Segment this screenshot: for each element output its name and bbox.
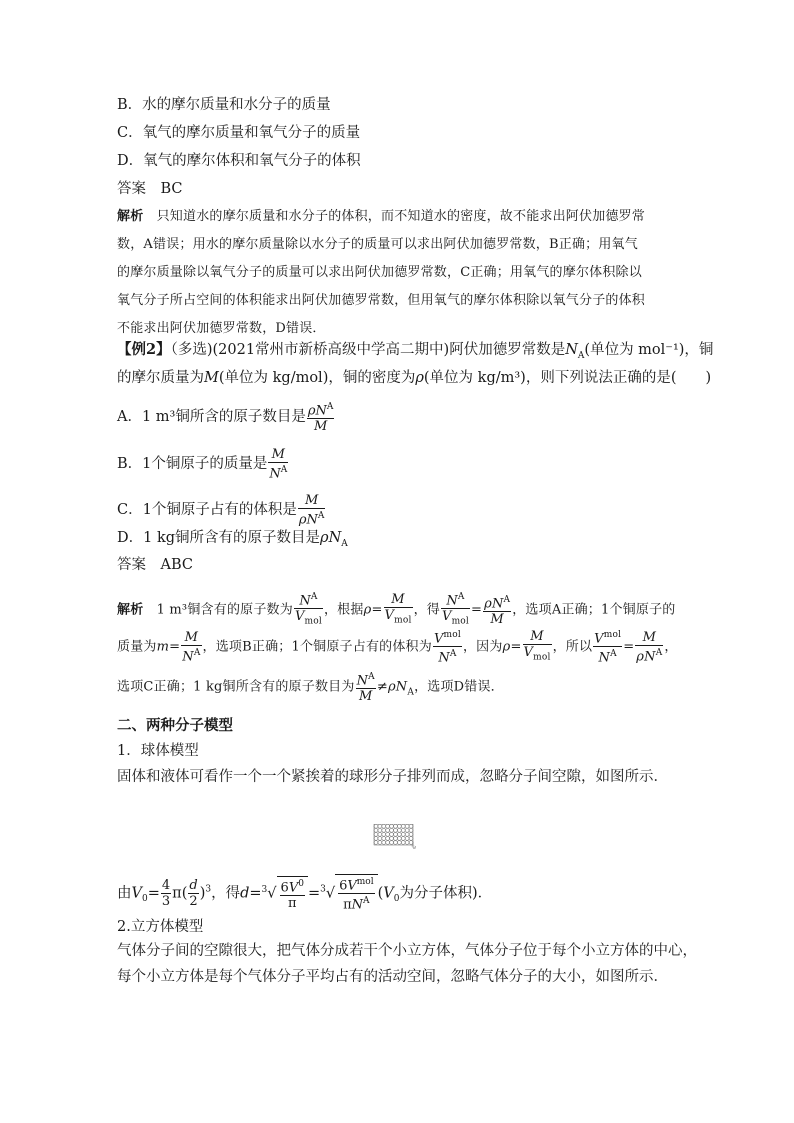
model-1-formula: 由$V_0=$ $\frac{4}{3}$ π( $\frac{d}{2}$ )$^3$，得d=$^3$√ $\frac{6V^0}{\pi}$ =$^3$√ $\frac{6V^{mol}}{\pi N^A}$ ($V_0$为分子体积)． <box>117 874 492 913</box>
molecule-sphere <box>374 836 378 840</box>
molecule-sphere <box>405 836 409 840</box>
model-2-line-2: 每个小立方体是每个气体分子平均占有的活动空间，忽略气体分子的大小，如图所示． <box>117 969 668 985</box>
cube-root: $^3$√ $\frac{6V^0}{\pi}$ <box>262 876 308 911</box>
molecule-sphere <box>382 824 386 828</box>
molecule-sphere <box>386 828 390 832</box>
molecule-sphere <box>378 824 382 828</box>
fraction: $\frac{M}{V_{mol}}$ <box>384 591 412 626</box>
example-2-option-a: A．1 m³铜所含的原子数目是 $\frac{\rho N^A}{M}$ <box>117 402 334 435</box>
solution-2-line-3: 选项C正确；1 kg铜所含有的原子数目为 $\frac{N^A}{M}$ $\ne\rho N_A$，选项D错误． <box>117 672 504 705</box>
molecule-sphere <box>374 832 378 836</box>
fraction: $\frac{V^{mol}}{N^A}$ <box>433 630 461 666</box>
molecule-sphere <box>405 828 409 832</box>
molecule-sphere <box>394 841 398 845</box>
option-c: C．氧气的摩尔质量和氧气分子的质量 <box>117 125 361 141</box>
molecule-sphere <box>382 836 386 840</box>
solution-1-line-2: 数，A错误；用水的摩尔质量除以水分子的质量可以求出阿伏加德罗常数，B正确；用氧气 <box>117 237 638 252</box>
option-d: D．氧气的摩尔体积和氧气分子的体积 <box>117 153 361 169</box>
example-2-option-c: C．1个铜原子占有的体积是 $\frac{M}{\rho N^A}$ <box>117 493 325 528</box>
molecule-sphere <box>378 841 382 845</box>
molecule-sphere <box>394 824 398 828</box>
molecule-sphere <box>405 841 409 845</box>
molecule-sphere <box>401 832 405 836</box>
fraction: $\frac{d}{2}$ <box>189 877 198 909</box>
solution-2-line-1: 解析 1 m³铜含有的原子数为 $\frac{N^A}{V_{mol}}$ ，根据ρ= $\frac{M}{V_{mol}}$ ，得 $\frac{N^A}{V_{mol}}$ = $\frac{\rho N^A}{M}$ ，选项A正确；1个铜原子的 <box>117 590 675 630</box>
fraction: $\frac{M}{\rho N^A}$ <box>636 629 663 664</box>
molecule-sphere <box>386 836 390 840</box>
section-2-heading: 二、两种分子模型 <box>117 717 233 734</box>
molecule-sphere <box>374 824 378 828</box>
model-2-title: 2.立方体模型 <box>117 919 204 935</box>
fraction: $\frac{\rho N^A}{M}$ <box>307 402 334 435</box>
molecule-sphere <box>397 841 401 845</box>
molecule-sphere <box>401 828 405 832</box>
solution-1-line-3: 的摩尔质量除以氧气分子的质量可以求出阿伏加德罗常数，C正确；用氧气的摩尔体积除以 <box>117 265 642 280</box>
fraction: $\frac{N^A}{V_{mol}}$ <box>294 592 322 627</box>
option-b: B．水的摩尔质量和水分子的质量 <box>117 97 331 113</box>
molecule-sphere <box>390 836 394 840</box>
example-2-line-2: 的摩尔质量为M(单位为 kg/mol)，铜的密度为ρ(单位为 kg/m³)，则下列说法正确的是( ) <box>117 370 712 386</box>
molecule-sphere <box>390 832 394 836</box>
molecule-sphere <box>386 832 390 836</box>
example-2-option-b: B．1个铜原子的质量是 $\frac{M}{N^A}$ <box>117 447 288 482</box>
solution-1-line-4: 氧气分子所占空间的体积能求出阿伏加德罗常数，但用氧气的摩尔体积除以氧气分子的体积 <box>117 293 646 308</box>
example-tag: 【例2】 <box>117 341 171 358</box>
molecule-sphere <box>394 828 398 832</box>
molecule-sphere <box>374 828 378 832</box>
fraction: $\frac{M}{\rho N^A}$ <box>298 493 325 528</box>
model-1-title: 1．球体模型 <box>117 743 199 759</box>
solution-2-line-2: 质量为m= $\frac{M}{N^A}$ ，选项B正确；1个铜原子占有的体积为 $\frac{V^{mol}}{N^A}$ ，因为ρ= $\frac{M}{V_{mol}}$ ，所以 $\frac{V^{mol}}{N^A}$ = $\frac{M}{\rho N^A}$ ， <box>117 628 678 666</box>
molecule-sphere <box>397 828 401 832</box>
fraction: $\frac{4}{3}$ <box>161 877 171 909</box>
solution-1-line-1: 解析 只知道水的摩尔质量和水分子的体积，而不知道水的密度，故不能求出阿伏加德罗常 <box>117 209 646 224</box>
molecule-sphere <box>382 828 386 832</box>
molecule-sphere <box>409 841 413 845</box>
fraction: $\frac{V^{mol}}{N^A}$ <box>594 630 622 666</box>
molecule-sphere <box>390 824 394 828</box>
molecule-sphere <box>374 841 378 845</box>
molecule-sphere <box>397 836 401 840</box>
molecule-sphere <box>405 832 409 836</box>
model-1-description: 固体和液体可看作一个一个紧挨着的球形分子排列而成，忽略分子间空隙，如图所示． <box>117 769 668 785</box>
molecule-sphere <box>390 841 394 845</box>
molecule-sphere <box>378 828 382 832</box>
sphere-model-figure <box>353 824 437 850</box>
model-2-line-1: 气体分子间的空隙很大，把气体分成若干个小立方体，气体分子位于每个小立方体的中心， <box>117 943 697 959</box>
molecule-sphere <box>378 836 382 840</box>
molecule-sphere <box>401 836 405 840</box>
molecule-sphere <box>378 832 382 836</box>
molecule-sphere <box>405 824 409 828</box>
molecule-sphere <box>409 836 413 840</box>
molecule-sphere <box>382 841 386 845</box>
molecule-sphere <box>382 832 386 836</box>
fraction: $\frac{\rho N^A}{M}$ <box>484 594 511 628</box>
answer-2: 答案 ABC <box>117 557 193 573</box>
solution-1-line-5: 不能求出阿伏加德罗常数，D错误． <box>117 321 326 336</box>
molecule-sphere <box>401 824 405 828</box>
molecule-sphere <box>386 824 390 828</box>
molecule-sphere <box>409 828 413 832</box>
fraction: $\frac{M}{N^A}$ <box>182 629 201 664</box>
molecule-sphere <box>401 841 405 845</box>
molecule-sphere <box>390 828 394 832</box>
solution-label: 解析 <box>117 209 144 224</box>
example-2-option-d: D．1 kg铜所含有的原子数目是$\rho N_A$ <box>117 530 348 549</box>
molecule-sphere <box>397 832 401 836</box>
molecule-sphere <box>386 841 390 845</box>
molecule-sphere <box>409 824 413 828</box>
cube-root: $^3$√ $\frac{6V^{mol}}{\pi N^A}$ <box>320 874 378 913</box>
figure-label-d: d <box>413 846 416 850</box>
fraction: $\frac{M}{N^A}$ <box>269 447 288 482</box>
example-2-line-1: 【例2】（多选)(2021常州市新桥高级中学高二期中)阿伏加德罗常数是$N_A$(单位为 mol⁻¹)，铜 <box>117 341 714 361</box>
molecule-sphere <box>394 832 398 836</box>
fraction: $\frac{N^A}{M}$ <box>356 672 375 705</box>
answer-1: 答案 BC <box>117 181 183 197</box>
fraction: $\frac{N^A}{V_{mol}}$ <box>441 592 469 627</box>
fraction: $\frac{M}{V_{mol}}$ <box>523 628 551 663</box>
molecule-sphere <box>409 832 413 836</box>
molecule-sphere <box>394 836 398 840</box>
molecule-sphere <box>397 824 401 828</box>
